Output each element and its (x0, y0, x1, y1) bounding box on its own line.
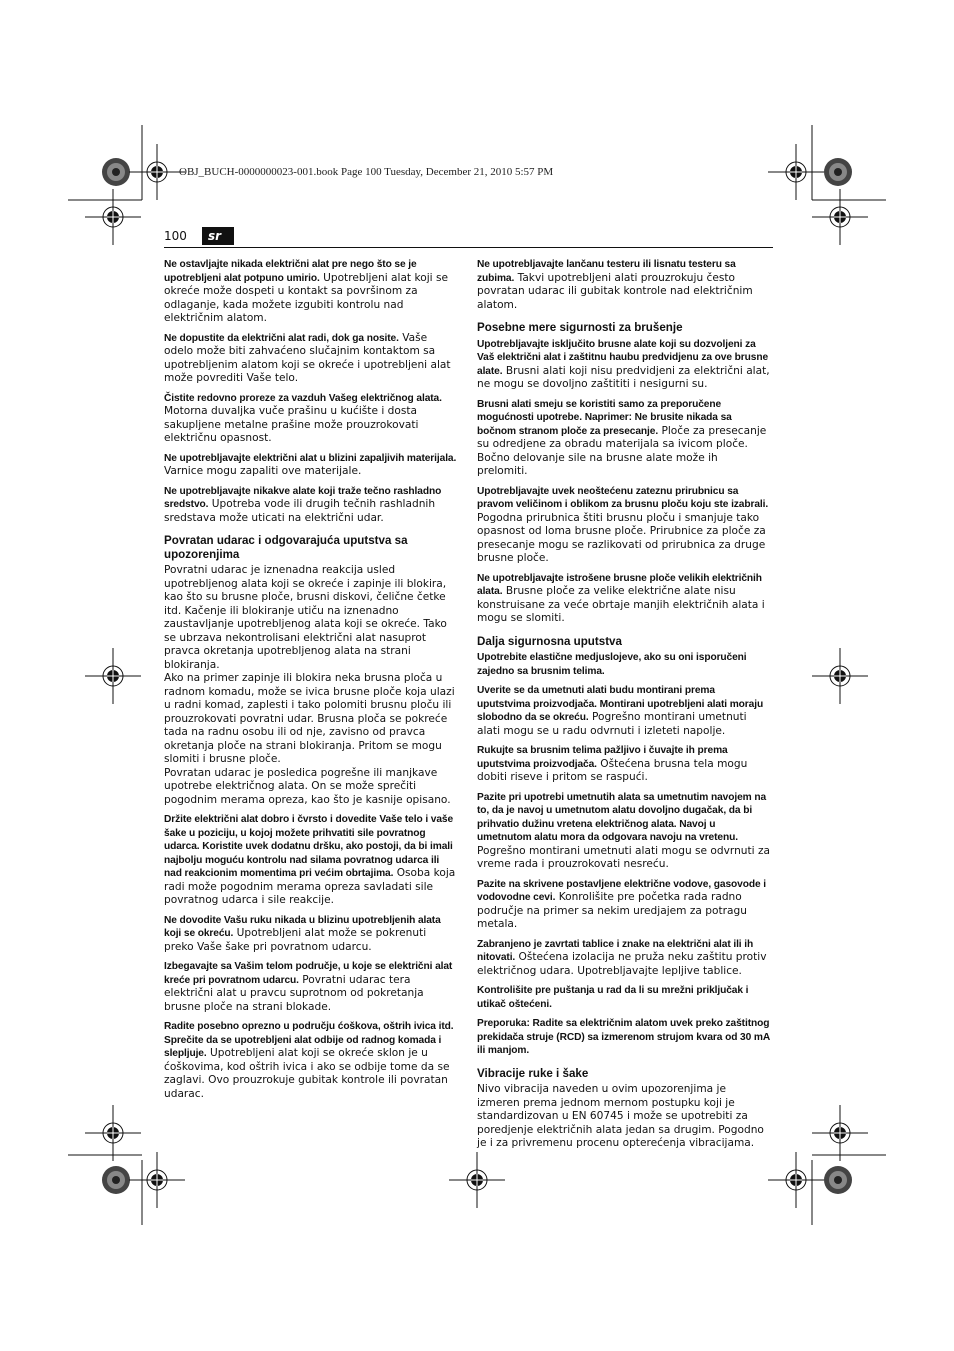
vibration-text: Nivo vibracija naveden u ovim upozorenjima je izmeren prema jednom mernom postupku koji je standardizovan u EN 60745 i može se upotrebiti za poredjenje električnih alata jedan sa drugim. Pogodno je i za privremenu procenu opterećenja vibracijama. (477, 1083, 764, 1149)
safety-paragraph: Zabranjeno je zavrtati tablice i znake na električni alat ili ih nitovati. Oštećena izolacija ne pruža neku zaštitu protiv električnog udara. Upotrebljavajte lepljive tablice. (477, 938, 767, 977)
safety-paragraph: Preporuka: Radite sa električnim alatom uvek preko zaštitnog prekidača struje (RCD) sa izmerenom strujom kvara od 30 mA ili manjom. (477, 1018, 770, 1056)
dial-mark-bottom-right (824, 1166, 852, 1194)
crosshair-top-right (768, 144, 824, 200)
safety-paragraph: Ne ostavljajte nikada električni alat pre nego što se je upotrebljeni alat potpuno umirio. Upotrebljeni alat koji se okreće može dospeti u kontakt sa površinom za odlaganje, kada možete izgubiti kontrolu nad električnim alatom. (164, 259, 448, 324)
crosshair-left-upper (85, 189, 141, 245)
safety-paragraph: Ne dopustite da električni alat radi, dok ga nosite. Vaše odelo može biti zahvaćeno slučajnim kontaktom sa upotrebljenim alatom koji se okreće i upotrebljeni alat može povrediti Vaše telo. (164, 331, 451, 384)
safety-paragraph: Držite električni alat dobro i čvrsto i dovedite Vaše telo i vaše šake u poziciju, u kojoj možete prihvatiti sile povratnog udarca. Koristite uvek dodatnu dršku, ako postoji, da bi imali najbolju moguću kontrolu nad silama povratnog udarca ili nad reakcionim momentima pri većim obrtajima. Osoba koja radi može pogodnim merama opreza savladati sile povratnog udarca i sile reakcije. (164, 814, 456, 906)
crosshair-left-lower (85, 1105, 141, 1161)
safety-paragraph: Brusni alati smeju se koristiti samo za preporučene mogućnosti upotrebe. Naprimer: Ne brusite nikada sa bočnom stranom ploče za presecanje. Ploče za presecanje su odredjene za obradu materijala sa ivicom ploče. Bočno delovanje sile na brusne alate može ih prelomiti. (477, 398, 767, 477)
safety-paragraph: Rukujte sa brusnim telima pažljivo i čuvajte ih prema uputstvima proizvodjača. Oštećena brusna tela mogu dobiti riseve i pritom se raspući. (477, 745, 748, 783)
safety-paragraph: Ne upotrebljavajte električni alat u blizini zapaljivih materijala. Varnice mogu zapaliti ove materijale. (164, 452, 457, 477)
safety-paragraph: Ne upotrebljavajte istrošene brusne ploče velikih električnih alata. Brusne ploče za velike električne alate nisu konstruisane za veće obrtaje manjih električnih alata i mogu se slomiti. (477, 572, 765, 624)
language-tag: sr (202, 227, 234, 245)
crosshair-bottom-right (768, 1152, 824, 1208)
safety-paragraph: Upotrebite elastične medjuslojeve, ako su oni isporučeni zajedno sa brusnim telima. (477, 652, 747, 677)
book-info-line: OBJ_BUCH-0000000023-001.book Page 100 Tuesday, December 21, 2010 5:57 PM (179, 166, 554, 178)
section-heading-grinding: Posebne mere sigurnosti za brušenje (477, 321, 683, 334)
dial-mark-top-right (824, 158, 852, 186)
safety-paragraph: Upotrebljavajte isključito brusne alate koji su dozvoljeni za Vaš električni alat i zaštitnu haubu predvidjenu za ove brusne alate. Brusni alati koji nisu predvidjeni za električni alat, ne mogu se dovoljno zaštititi i nesigurni su. (477, 338, 770, 390)
crosshair-right-lower (812, 1105, 868, 1161)
safety-paragraph: Ne upotrebljavajte lančanu testeru ili lisnatu testeru sa zubima. Takvi upotrebljeni alati prouzrokuju često povratan udarac ili gubitak kontrole nad električnim alatom. (477, 259, 753, 311)
kickback-text: Ako na primer zapinje ili blokira neka brusna ploča u radnom komadu, može se ivica brusne ploče koja ulazi u radni komad, zaplesti i tako polomiti brusnu ploču ili prouzrokovati povratni udar. Brusna ploča se pokreće tada na radnu osobu ili od nje, zavisno od pravca okretanja ploče na strani blokiranja. Pritom se mogu slomiti i brusne ploče. (164, 672, 455, 765)
right-column (477, 258, 771, 1151)
crosshair-top-left (129, 144, 185, 200)
safety-paragraph: Uverite se da umetnuti alati budu montirani prema uputstvima proizvodjača. Montirani upotrebljeni alati moraju slobodno da se okreću. Pogrešno montirani umetnuti alati mogu se u radu odvrnuti i izleteti napolje. (477, 685, 764, 737)
dial-mark-bottom-left (102, 1166, 130, 1194)
safety-paragraph: Ne dovodite Vašu ruku nikada u blizinu upotrebljenih alata koji se okreću. Upotrebljeni alat može se pokrenuti preko Vaše šake pri povratnom udarcu. (164, 914, 441, 953)
safety-paragraph: Upotrebljavajte uvek neoštećenu zateznu prirubnicu sa pravom veličinom i oblikom za brusnu ploču koju ste izabrali. Pogodna prirubnica štiti brusnu ploču i smanjuje tako opasnost od loma brusne ploče. Prirubnice za ploče za presecanje mogu se razlikovati od prirubnica za druge brusne ploče. (477, 485, 769, 564)
section-heading-vibration: Vibracije ruke i šake (477, 1066, 589, 1080)
header-rule (164, 247, 773, 248)
section-heading-kickback: Povratan udarac i odgovarajuća uputstva sa upozorenjima (164, 534, 408, 561)
safety-paragraph: Kontrolišite pre puštanja u rad da li su mrežni priključak i utikač oštećeni. (477, 985, 749, 1010)
dial-mark-top-left (102, 158, 130, 186)
section-heading-further: Dalja sigurnosna uputstva (477, 634, 622, 648)
safety-paragraph: Pazite pri upotrebi umetnutih alata sa umetnutim navojem na to, da je navoj u umetnutom alatu dovoljno dugačak, da bi prihvatio dužinu vretena električnog alata. Navoj u umetnutom alatu mora da odgovara navoju na vretenu. Pogrešno montirani umetnuti alati mogu se odvrnuti za vreme rada i prouzrokovati nesreću. (477, 791, 771, 870)
crosshair-bottom-left (129, 1152, 185, 1208)
kickback-text: Povratan udarac je posledica pogrešne ili manjkave upotrebe električnog alata. On se može sprečiti pogodnim merama opreza, kao što je kasnije opisano. (164, 766, 451, 806)
safety-paragraph: Ne upotrebljavajte nikakve alate koji traže tečno rashladno sredstvo. Upotreba vode ili drugih tečnih rashladnih sredstava može uticati na električni udar. (164, 485, 442, 524)
left-column (164, 258, 458, 1107)
safety-paragraph: Pazite na skrivene postavljene električne vodove, gasovode i vodovodne cevi. Konrolišite pre početka rada radno područje na primer sa nekim uredjajem za potragu metala. (477, 878, 766, 930)
crosshair-left-middle (85, 648, 141, 704)
kickback-text: Povratni udarac je iznenadna reakcija usled upotrebljenog alata koji se okreće i zapinje ili blokira, kao što su brusne ploče, brusni diskovi, čelične četke itd. Kačenje ili blokiranje utiču na iznenadno zaustavljanje upotrebljenog alata koji se okreće. Tako se ubrzava nekontrolisani električni alat nasuprot pravca okretanja upotrebljenog alata na strani blokiranja. (164, 564, 447, 671)
safety-paragraph: Čistite redovno proreze za vazduh Vašeg električnog alata. Motorna duvaljka vuče prašinu u kućište i dosta sakupljene metalne prašine može prouzrokovati električnu opasnost. (164, 392, 442, 444)
page-number: 100 (164, 229, 187, 243)
crosshair-bottom-center (449, 1152, 505, 1208)
safety-paragraph: Izbegavajte sa Vašim telom područje, u koje se električni alat kreće pri povratnom udarcu. Povratni udarac tera električni alat u pravcu suprotnom od pokretanja brusne ploče na strani blokade. (164, 961, 453, 1013)
crosshair-right-upper (812, 189, 868, 245)
safety-paragraph: Radite posebno oprezno u području ćoškova, oštrih ivica itd. Sprečite da se upotrebljeni alat odbije od radnog komada i slepljuje. Upotrebljeni alat koji se okreće sklon je u ćoškovima, kod oštrih ivica i ako se odbije tome da se zaglavi. Ovo prouzrokuje gubitak kontrole ili povratan udarac. (164, 1021, 454, 1100)
crosshair-right-middle (812, 648, 868, 704)
